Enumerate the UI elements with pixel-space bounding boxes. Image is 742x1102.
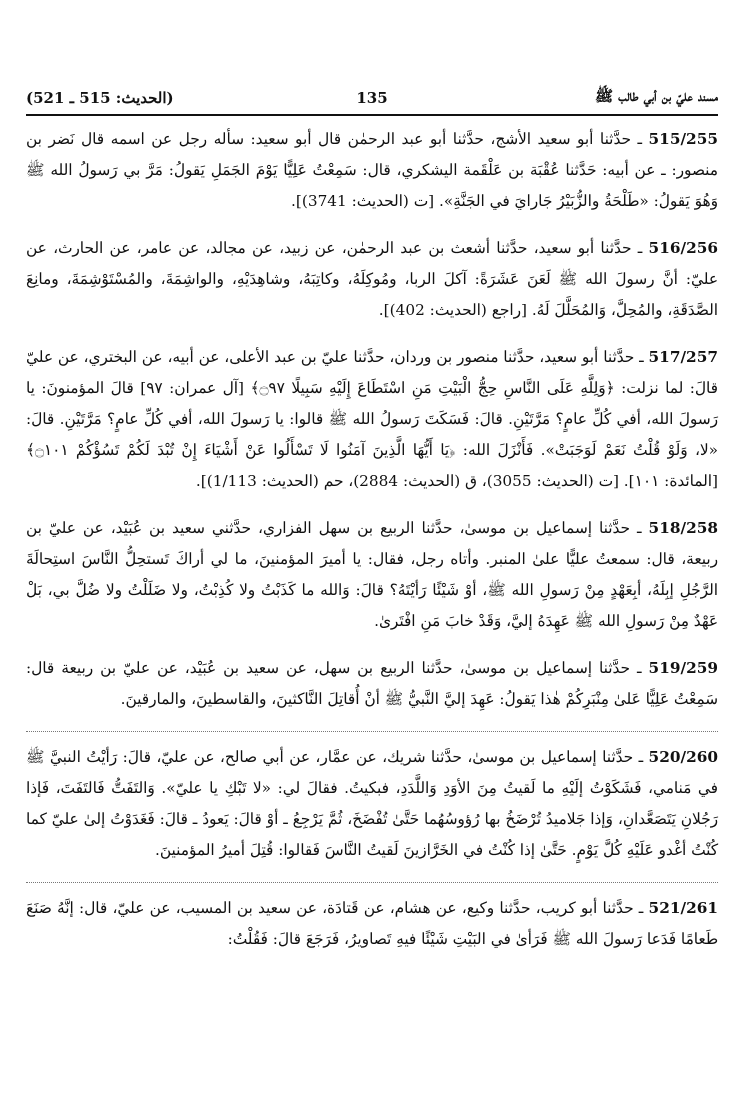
hadith-text: ـ حدَّثنا إسماعيل بن موسىٰ، حدَّثنا الربيع بن سهل الفزاري، حدَّثني سعيد بن عُبَيْد، عن عليّ بن ربيعة، قال: سمعتُ عليًّا علىٰ المنبر. وأتاه رجل، فقال: يا أميرَ المؤمنينَ، ما لي أراكَ تَستحِلُّ النَّاسَ استِحالَةَ الرَّجُلِ إبِلَهُ، أبِعَهْدٍ مِنْ رَسولِ الله ﷺ، أوْ شَيْئًا رَأيْتَهُ؟ قالَ: وَالله ما كَذَبْتُ ولا كُذِبْتُ، ولا ضَلَلْتُ ولا ضُلَّ بي، بَلْ عَهْدٌ مِنْ رَسولِ الله ﷺ عَهِدَهُ إليَّ، وَقَدْ خابَ مَنِ افْتَرىٰ. xyxy=(26,519,718,630)
document-page xyxy=(26,0,718,1102)
hadith-number: 516/256 xyxy=(648,239,718,257)
hadith-number: 517/257 xyxy=(648,348,718,366)
hadith-number: 515/255 xyxy=(648,130,718,148)
hadith-text: ـ حدَّثنا أبو سعيد الأشج، حدَّثنا أبو عبد الرحمٰن قال أبو سعيد: سأله رجل عن اسمه قال نَضر بن منصور: ـ عن أبيه: حَدَّثنا عُقْبَة بن عَلْقَمة اليشكري، قال: سَمِعْتُ عَلِيًّا يَوْمَ الجَمَلِ يَقولُ: مَرَّ بي رَسولُ الله ﷺ وَهُوَ يَقولُ: «طَلْحَةُ والزُّبَيْرُ جَارايَ في الجَنَّةِ». [ت (الحديث: 3741)]. xyxy=(26,130,718,210)
page-body xyxy=(26,124,718,971)
page-header xyxy=(26,86,718,110)
hadith-number: 518/258 xyxy=(648,519,718,537)
hadith-number: 521/261 xyxy=(648,899,718,917)
hadith-516 xyxy=(26,233,718,326)
hadith-519 xyxy=(26,653,718,715)
hadith-520 xyxy=(26,742,718,866)
hadith-number: 519/259 xyxy=(648,659,718,677)
hadith-number: 520/260 xyxy=(648,748,718,766)
hadith-517 xyxy=(26,342,718,497)
page-number: 135 xyxy=(356,89,388,107)
hadith-text: ـ حدَّثنا إسماعيل بن موسىٰ، حدَّثنا شريك، عن عمَّار، عن أبي صالح، عن عليّ، قالَ: رَأيْتُ النبيَّ ﷺ في مَنامي، فَشَكَوْتُ إلَيْهِ ما لَقيتُ مِنَ الأوَدِ وَاللَّدَدِ، فبكيتُ. فقالَ لي: «لا تَبْكِ يا عليّ». وَالتَفَتُّ فَالتَفَتَ، فَإذا رَجُلانِ يَتَصَعَّدانِ، وَإذا جَلاميدُ تُرْضَخُ بها رُؤوسُهُما حَتَّىٰ تُفْضَخَ، ثُمَّ يَرْجِعُ ـ أوْ قالَ: يَعودُ ـ قالَ: فَغَدَوْتُ إلىٰ عليّ كما كُنْتُ أغْدو عَلَيْهِ كُلَّ يَوْمٍ. حَتَّىٰ إذا كُنْتُ في الخَرَّازينَ لَقيتُ النَّاسَ فَقالوا: قُتِلَ أميرُ المؤمنينَ. xyxy=(26,748,718,859)
hadith-518 xyxy=(26,513,718,637)
hadith-515 xyxy=(26,124,718,217)
hadith-text: ـ حدَّثنا أبو سعيد، حدَّثنا منصور بن وردان، حدَّثنا عليّ بن عبد الأعلى، عن أبيه، عن البختري، عن عليّ قالَ: لما نزلت: ﴿وَلِلَّهِ عَلَى النَّاسِ حِجُّ الْبَيْتِ مَنِ اسْتَطَاعَ إِلَيْهِ سَبِيلًا ۝٩٧﴾ [آل عمران: ٩٧] قالَ المؤمنونَ: يا رَسولَ الله، أفي كُلِّ عامٍ؟ مَرَّتَيْنِ. قالَ: فَسَكَتَ رَسولُ الله ﷺ قالوا: يا رَسولَ الله، أفي كُلِّ عامٍ؟ مَرَّتَيْنِ. قالَ: «لا، وَلَوْ قُلْتُ نَعَمْ لَوَجَبَتْ». فَأَنْزَلَ الله: ﴿يَا أَيُّهَا الَّذِينَ آمَنُوا لَا تَسْأَلُوا عَنْ أَشْيَاءَ إِنْ تُبْدَ لَكُمْ تَسُؤْكُمْ ۝١٠١﴾ [المائدة: ١٠١]. [ت (الحديث: 3055)، ق (الحديث: 2884)، حم (الحديث: 1/113)]. xyxy=(26,348,718,490)
hadith-text: ـ حدَّثنا أبو سعيد، حدَّثنا أشعث بن عبد الرحمٰن، عن زبيد، عن مجالد، عن عامر، عن الحارث، عن عليّ: أنَّ رسولَ الله ﷺ لَعَنَ عَشَرَةً: آكلَ الربا، ومُوكِلَهُ، وكاتِبَهُ، وشاهِدَيْهِ، والواشِمَةَ، والمُسْتَوْشِمَةَ، ومانِعَ الصَّدَقَةِ، والمُحِلَّ، وَالمُحَلَّلَ لَهُ. [راجع (الحديث: 402)]. xyxy=(26,239,718,319)
book-title: مسند عليّ بن أبي طالب ﷺ xyxy=(594,87,718,105)
dotted-divider xyxy=(26,882,718,883)
header-rule xyxy=(26,114,718,116)
hadith-521 xyxy=(26,893,718,955)
hadith-text: ـ حدَّثنا إسماعيل بن موسىٰ، حدَّثنا الربيع بن سهل، عن سعيد بن عُبَيْد، عن عليّ بن ربيعة قال: سَمِعْتُ عَلِيًّا عَلىٰ مِنْبَرِكُمْ هٰذا يَقولُ: عَهِدَ إليَّ النَّبيُّ ﷺ أنْ أُقاتِلَ النَّاكثينَ، والقاسطينَ، والمارقينَ. xyxy=(26,659,718,708)
hadith-text: ـ حدَّثنا أبو كريب، حدَّثنا وكيع، عن هشام، عن قَتادَة، عن سعيد بن المسيب، عن عليّ، قال: إنَّهُ صَنَعَ طَعامًا فَدَعا رَسولَ الله ﷺ فَرَأىٰ في البَيْتِ شَيْئًا فيهِ تَصاويرُ، فَرَجَعَ قالَ: فَقُلْتُ: xyxy=(26,899,718,948)
hadith-range: (الحديث: 515 ـ 521) xyxy=(26,89,174,107)
dotted-divider xyxy=(26,731,718,732)
